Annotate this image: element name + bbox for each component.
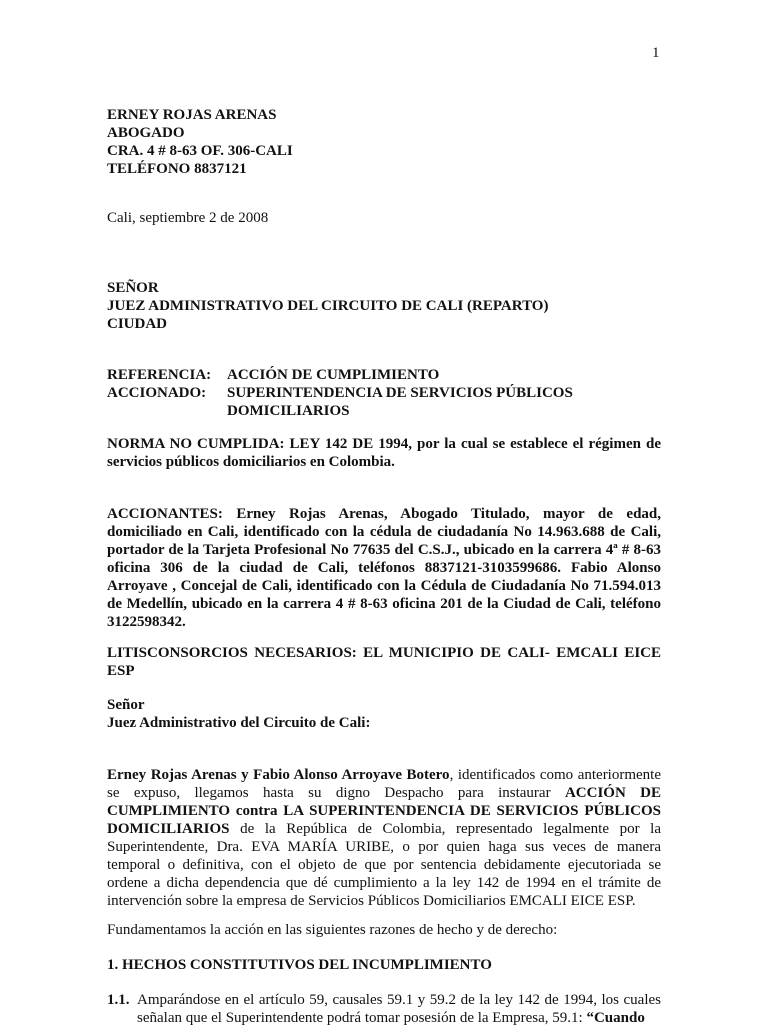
letterhead — [107, 106, 661, 178]
salutation-line2: Juez Administrativo del Circuito de Cali: — [107, 715, 371, 731]
item-number: 1.1. — [107, 992, 130, 1008]
action-title: ACCIÓN DE CUMPLIMIENTO contra LA SUPERINTENDENCIA DE SERVICIOS PÚBLICOS DOMICILIARIOS — [107, 785, 661, 837]
body-paragraph-1 — [107, 766, 661, 910]
body-text-2: de la República de Colombia, representado legalmente por la Superintendente, Dra. EVA MARÍA URIBE, o por quien haga sus veces de manera temporal o definitiva, con el objeto de que por sentencia debidamente ejecutoriada se ordene a dicha dependencia que dé cumplimiento a la ley 142 de 1994 en el trámite de intervención sobre la empresa de Servicios Públicos Domiciliarios EMCALI EICE ESP. — [107, 821, 661, 909]
section-heading: 1. HECHOS CONSTITUTIVOS DEL INCUMPLIMIENTO — [107, 957, 492, 973]
item-1-1 — [107, 991, 661, 1027]
accionado-label: ACCIONADO: — [107, 385, 207, 401]
letterhead-name: ERNEY ROJAS ARENAS — [107, 107, 277, 123]
letterhead-title: ABOGADO — [107, 125, 185, 141]
addressee-line1: SEÑOR — [107, 280, 159, 296]
salutation — [107, 696, 661, 732]
reference-value: ACCIÓN DE CUMPLIMIENTO — [227, 367, 440, 383]
letterhead-phone: TELÉFONO 8837121 — [107, 161, 247, 177]
addressee-line2: JUEZ ADMINISTRATIVO DEL CIRCUITO DE CALI (REPARTO) — [107, 298, 549, 314]
accionado-value: SUPERINTENDENCIA DE SERVICIOS PÚBLICOS — [227, 385, 573, 401]
reference-label: REFERENCIA: — [107, 367, 212, 383]
letterhead-address: CRA. 4 # 8-63 OF. 306-CALI — [107, 143, 293, 159]
reference-block — [107, 366, 661, 420]
salutation-line1: Señor — [107, 697, 145, 713]
accionado-value-cont: DOMICILIARIOS — [227, 403, 350, 419]
addressee-line3: CIUDAD — [107, 316, 167, 332]
addressee — [107, 279, 661, 333]
norma-paragraph: NORMA NO CUMPLIDA: LEY 142 DE 1994, por la cual se establece el régimen de servicios públicos domiciliarios en Colombia. — [107, 436, 661, 470]
page-number: 1 — [652, 45, 660, 61]
litisconsorcios-paragraph: LITISCONSORCIOS NECESARIOS: EL MUNICIPIO DE CALI- EMCALI EICE ESP — [107, 645, 661, 679]
plaintiffs-names: Erney Rojas Arenas y Fabio Alonso Arroyave Botero — [107, 767, 450, 783]
accionantes-paragraph: ACCIONANTES: Erney Rojas Arenas, Abogado Titulado, mayor de edad, domiciliado en Cali, identificado con la cédula de ciudadanía No 14.963.688 de Cali, portador de la Tarjeta Profesional No 77635 del C.S.J., ubicado en la carrera 4ª # 8-63 oficina 306 de la ciudad de Cali, teléfonos 8837121-3103599686. Fabio Alonso Arroyave , Concejal de Cali, identificado con la Cédula de Ciudadanía No 71.594.013 de Medellín, ubicado en la carrera 4 # 8-63 oficina 201 de la Ciudad de Cali, teléfono 3122598342. — [107, 506, 661, 630]
body-paragraph-2: Fundamentamos la acción en las siguientes razones de hecho y de derecho: — [107, 922, 558, 938]
letter-date: Cali, septiembre 2 de 2008 — [107, 210, 269, 226]
item-text: Amparándose en el artículo 59, causales 59.1 y 59.2 de la ley 142 de 1994, los cuales señalan que el Superintendente podrá tomar posesión de la Empresa, 59.1: — [137, 992, 661, 1026]
item-bold: “Cuando — [586, 1010, 645, 1026]
body-text-1: , identificados como anteriormente se expuso, llegamos hasta su digno Despacho para instaurar — [107, 767, 661, 801]
